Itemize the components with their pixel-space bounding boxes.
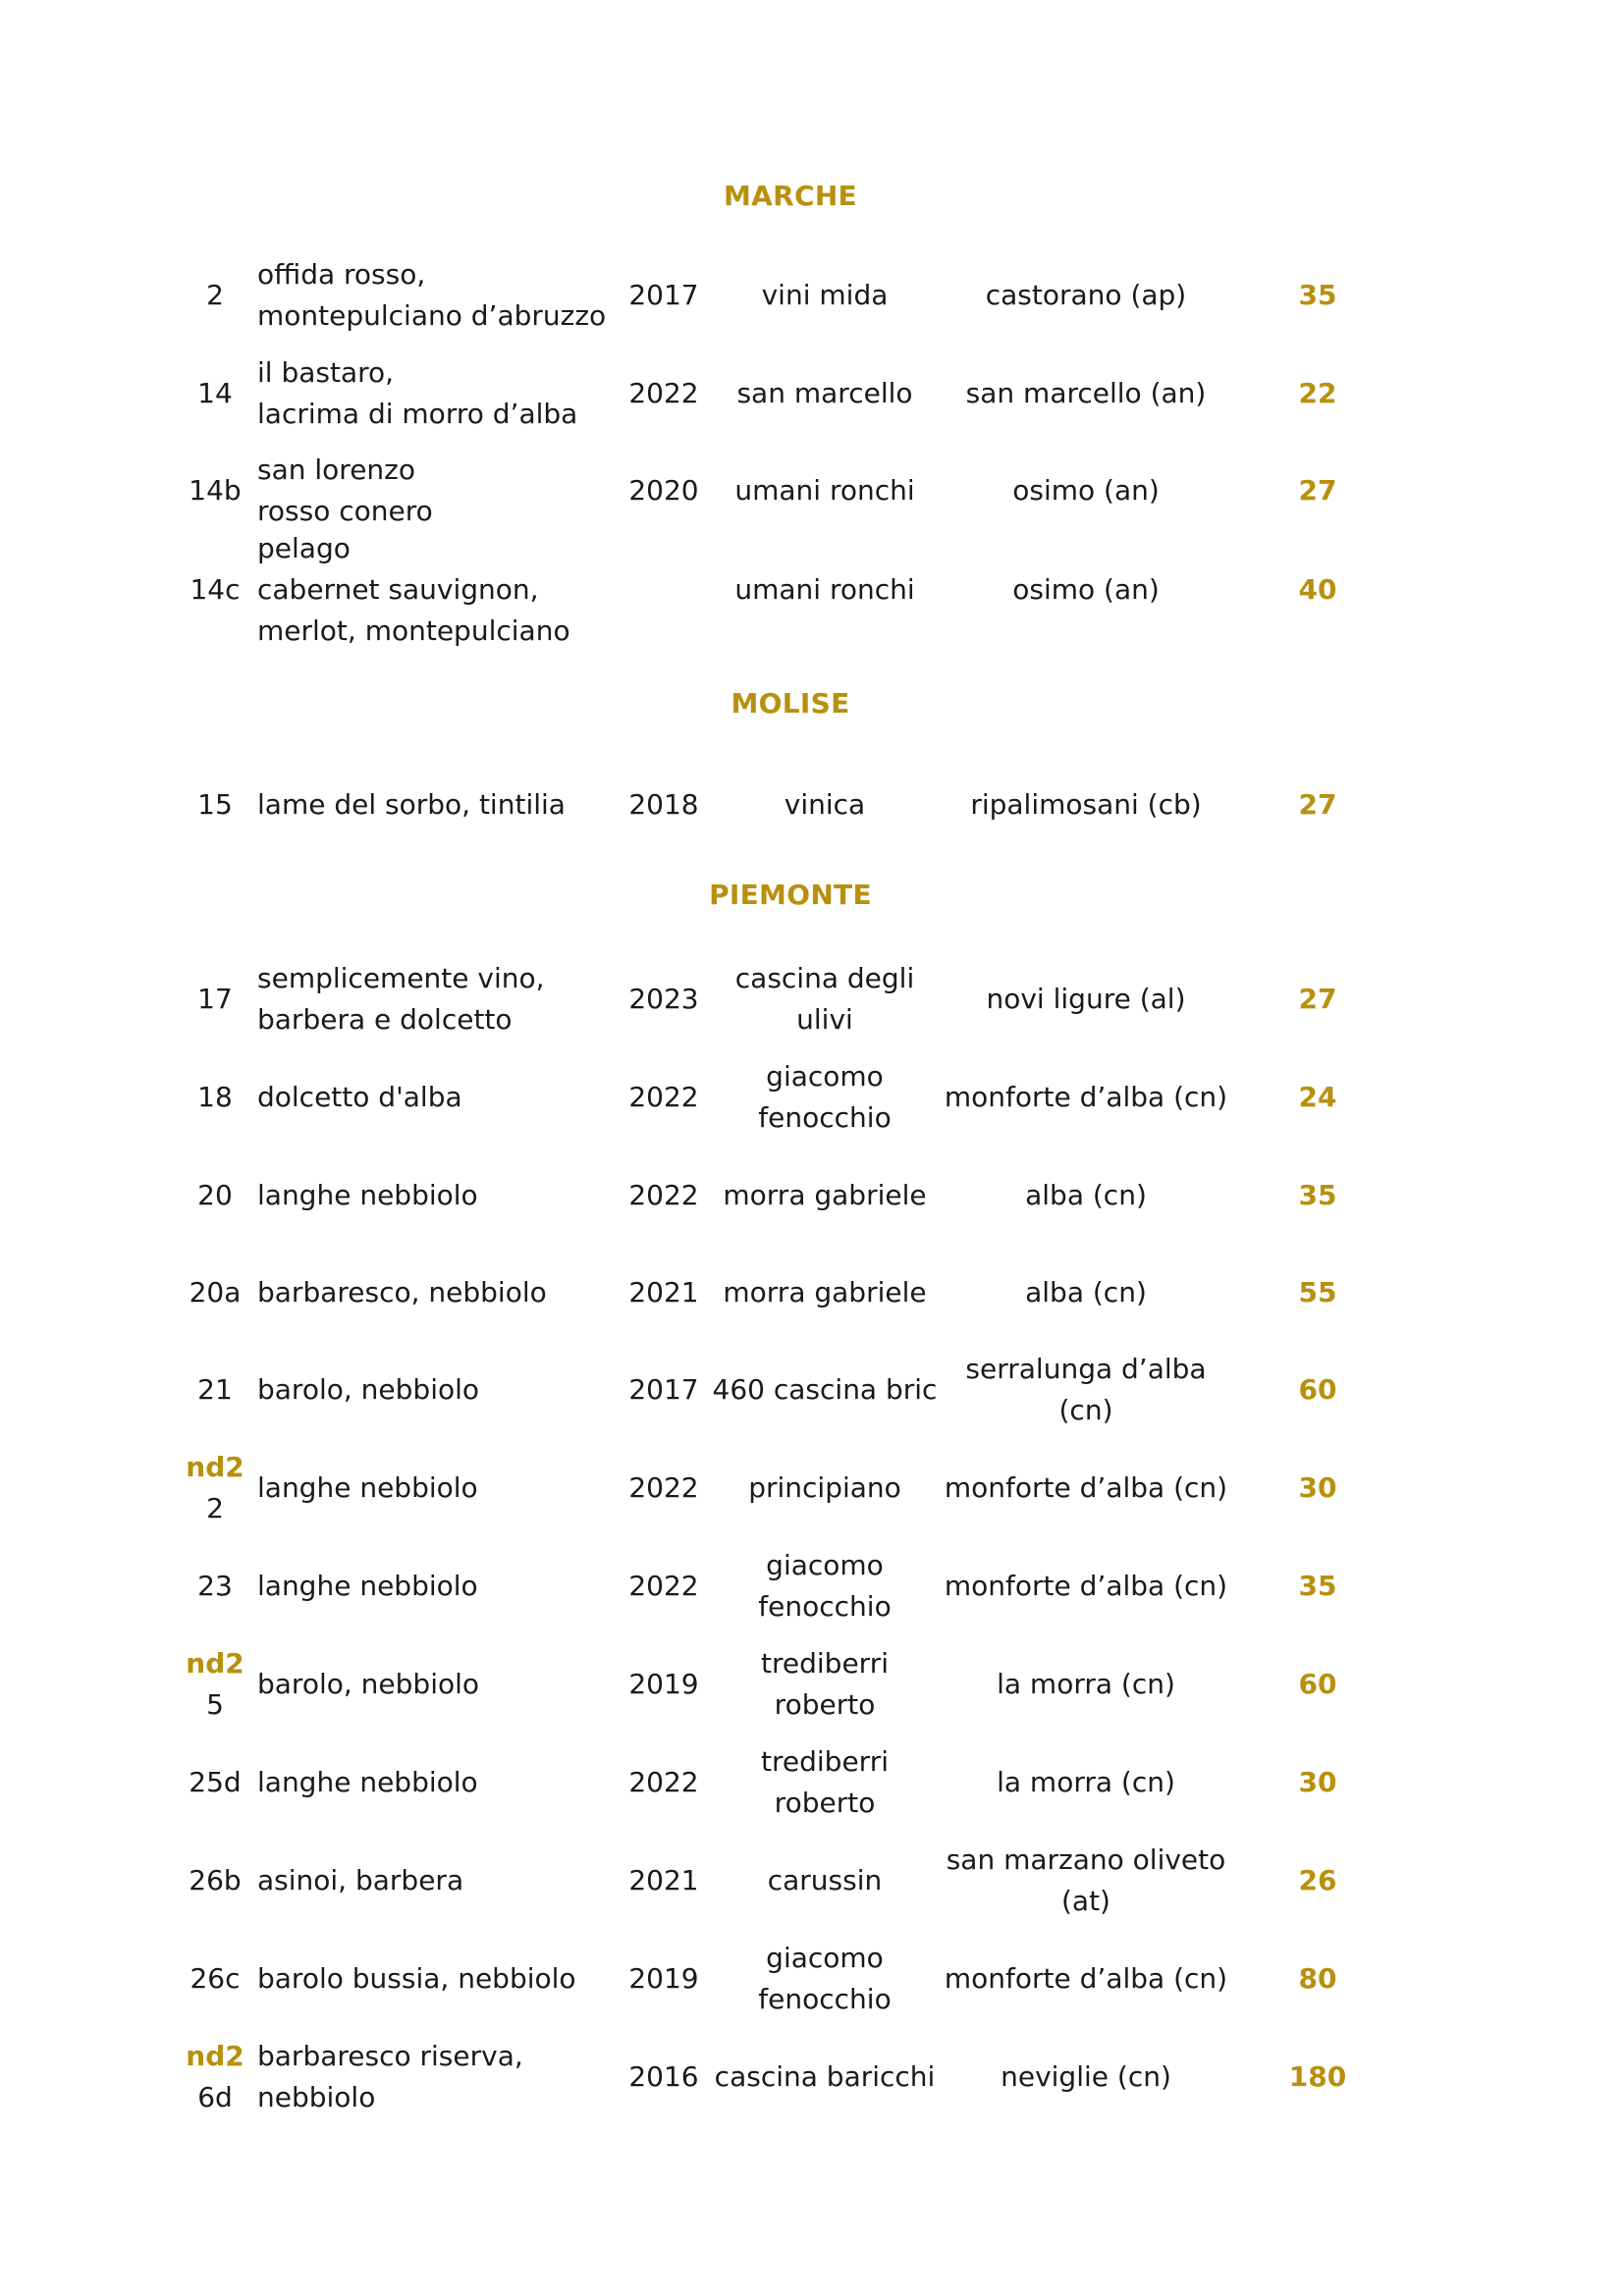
wine-place	[939, 954, 1233, 1044]
wine-place-line: osimo (an)	[1012, 474, 1160, 507]
wine-row	[0, 1052, 1624, 1143]
wine-producer-line: fenocchio	[758, 1101, 892, 1134]
wine-producer-text	[748, 1468, 901, 1509]
wine-producer-text	[713, 1369, 938, 1411]
wine-number	[183, 1541, 247, 1631]
wine-producer-text	[723, 1175, 926, 1216]
wine-place	[939, 1934, 1233, 2024]
wine-price: 24	[1298, 1081, 1337, 1113]
wine-name	[257, 1052, 611, 1143]
wine-name-line: nebbiolo	[257, 2081, 376, 2113]
wine-name-line: lacrima di morro d’alba	[257, 398, 578, 430]
wine-number-text	[197, 979, 233, 1020]
wine-number-value: 14	[197, 377, 233, 409]
wine-number	[183, 1150, 247, 1241]
wine-name	[257, 1443, 611, 1533]
wine-place-line: la morra (cn)	[997, 1766, 1175, 1798]
wine-year: 2016	[628, 2060, 699, 2093]
wine-producer	[711, 760, 939, 850]
wine-place-line: la morra (cn)	[997, 1668, 1175, 1700]
wine-number-value: 5	[206, 1688, 224, 1721]
wine-year: 2022	[628, 1570, 699, 1602]
wine-year: 2023	[628, 983, 699, 1015]
wine-place	[939, 1052, 1233, 1143]
wine-number-text	[197, 1369, 233, 1411]
wine-row	[0, 1737, 1624, 1828]
wine-producer	[711, 1248, 939, 1338]
wine-producer-line: trediberri	[761, 1745, 889, 1778]
wine-name-text	[257, 1369, 479, 1411]
wine-name-line: merlot, montepulciano	[257, 614, 570, 647]
wine-place-line: alba (cn)	[1025, 1179, 1147, 1211]
wine-producer	[711, 1052, 939, 1143]
wine-place-text	[986, 275, 1186, 316]
wine-name-line: langhe nebbiolo	[257, 1179, 478, 1211]
wine-name-line: offida rosso,	[257, 258, 426, 291]
wine-price: 55	[1298, 1276, 1337, 1308]
wine-producer-line: cascina baricchi	[714, 2060, 936, 2093]
wine-name-text	[257, 958, 545, 1041]
wine-place-text	[986, 979, 1185, 1020]
wine-name-line: cabernet sauvignon,	[257, 573, 539, 606]
wine-place	[939, 446, 1233, 536]
wine-name-line: san lorenzo	[257, 454, 415, 486]
wine-year: 2021	[628, 1864, 699, 1896]
wine-name-text	[257, 784, 566, 826]
wine-place-line: serralunga d’alba (cn)	[965, 1353, 1207, 1426]
wine-name-text	[257, 1566, 478, 1607]
wine-number-prefix: nd2	[186, 1647, 244, 1680]
wine-place-text	[997, 1762, 1175, 1803]
wine-place-text	[939, 1349, 1233, 1431]
wine-name-text	[257, 1860, 463, 1901]
wine-producer	[711, 1345, 939, 1435]
wine-place	[939, 1737, 1233, 1828]
wine-number-text	[189, 1272, 242, 1313]
wine-number-value: 17	[197, 983, 233, 1015]
wine-row	[0, 1345, 1624, 1435]
wine-name	[257, 1248, 611, 1338]
wine-name-line: barolo bussia, nebbiolo	[257, 1962, 576, 1995]
wine-name-line: rosso conero	[257, 495, 433, 527]
wine-place	[939, 1639, 1233, 1730]
wine-name-text	[257, 1175, 478, 1216]
section-title: MARCHE	[723, 180, 857, 212]
wine-row	[0, 1443, 1624, 1533]
wine-row	[0, 348, 1624, 439]
wine-place-text	[945, 1468, 1227, 1509]
wine-name	[257, 1934, 611, 2024]
wine-place-line: san marcello (an)	[965, 377, 1207, 409]
wine-producer	[711, 2032, 939, 2122]
wine-price: 27	[1298, 474, 1337, 507]
wine-producer-line: giacomo	[766, 1942, 884, 1974]
wine-year: 2022	[628, 1179, 699, 1211]
wine-number-value: 23	[197, 1570, 233, 1602]
wine-price: 40	[1298, 573, 1337, 606]
wine-place-line: monforte d’alba (cn)	[944, 1570, 1228, 1602]
wine-price: 35	[1298, 279, 1337, 311]
wine-name-text	[257, 1077, 462, 1118]
wine-producer	[711, 250, 939, 341]
wine-name	[257, 532, 611, 647]
wine-producer	[711, 1737, 939, 1828]
wine-name	[257, 1345, 611, 1435]
wine-number-text	[189, 1958, 240, 2000]
wine-place-line: ripalimosani (cb)	[970, 788, 1202, 821]
wine-number-value: 21	[197, 1373, 233, 1406]
wine-name-line: barolo, nebbiolo	[257, 1668, 480, 1700]
wine-number	[183, 1345, 247, 1435]
wine-number-value: 14b	[189, 474, 242, 507]
wine-year: 2020	[628, 474, 699, 507]
wine-number-value: 14c	[189, 573, 241, 606]
wine-number-text	[197, 1566, 233, 1607]
wine-producer-text	[735, 958, 914, 1041]
wine-name-line: montepulciano d’abruzzo	[257, 299, 607, 332]
wine-place	[939, 1443, 1233, 1533]
wine-place-text	[1012, 569, 1160, 611]
wine-name	[257, 1639, 611, 1730]
wine-producer-line: 460 cascina bric	[712, 1373, 938, 1406]
wine-name-text	[257, 1958, 576, 2000]
wine-producer-line: vini mida	[761, 279, 889, 311]
wine-place-line: monforte d’alba (cn)	[944, 1471, 1228, 1504]
wine-place-text	[1001, 2056, 1171, 2098]
wine-number	[183, 1934, 247, 2024]
wine-place-text	[1012, 470, 1160, 511]
wine-number	[183, 250, 247, 341]
wine-producer-text	[761, 1643, 889, 1726]
section-title: MOLISE	[731, 687, 850, 720]
wine-name-text	[257, 2036, 523, 2118]
wine-price: 35	[1298, 1570, 1337, 1602]
wine-name-line: langhe nebbiolo	[257, 1766, 478, 1798]
wine-place-text	[970, 784, 1201, 826]
wine-producer-text	[768, 1860, 883, 1901]
wine-producer-line: umani ronchi	[734, 573, 915, 606]
wine-row	[0, 1248, 1624, 1338]
wine-place-line: (at)	[1061, 1885, 1110, 1917]
wine-producer	[711, 1934, 939, 2024]
wine-producer-text	[734, 470, 914, 511]
wine-number-text	[197, 373, 233, 414]
wine-producer-line: morra gabriele	[723, 1276, 927, 1308]
wine-producer-line: carussin	[767, 1864, 883, 1896]
wine-producer	[711, 1541, 939, 1631]
wine-name-line: barbaresco, nebbiolo	[257, 1276, 547, 1308]
wine-row	[0, 250, 1624, 341]
wine-place	[939, 1345, 1233, 1435]
wine-producer-text	[736, 373, 912, 414]
wine-name	[257, 760, 611, 850]
wine-number-text	[197, 1077, 233, 1118]
wine-number-prefix: nd2	[186, 2040, 244, 2072]
wine-producer-line: cascina degli	[734, 962, 915, 994]
wine-number-text	[189, 1762, 241, 1803]
wine-number	[183, 348, 247, 439]
wine-number-value: 2	[206, 279, 224, 311]
wine-producer	[711, 446, 939, 536]
wine-price: 27	[1298, 788, 1337, 821]
wine-place	[939, 1150, 1233, 1241]
wine-price: 22	[1298, 377, 1337, 409]
wine-name-text	[257, 1762, 478, 1803]
wine-place	[939, 760, 1233, 850]
wine-name-line: langhe nebbiolo	[257, 1570, 478, 1602]
wine-price: 60	[1298, 1373, 1337, 1406]
wine-name	[257, 1836, 611, 1926]
wine-row	[0, 1639, 1624, 1730]
wine-name	[257, 250, 611, 341]
wine-number-value: 20	[197, 1179, 233, 1211]
wine-place-line: novi ligure (al)	[986, 983, 1186, 1015]
wine-place	[939, 348, 1233, 439]
wine-price: 60	[1298, 1668, 1337, 1700]
wine-name	[257, 446, 611, 536]
wine-name-line: dolcetto d'alba	[257, 1081, 462, 1113]
wine-place-text	[966, 373, 1207, 414]
wine-number	[183, 1443, 247, 1533]
wine-place-line: alba (cn)	[1025, 1276, 1147, 1308]
wine-place	[939, 545, 1233, 635]
wine-producer-text	[758, 1545, 891, 1628]
wine-year: 2022	[628, 1766, 699, 1798]
wine-row	[0, 760, 1624, 850]
wine-producer-line: fenocchio	[758, 1590, 892, 1623]
wine-producer-line: principiano	[748, 1471, 901, 1504]
wine-name-line: lame del sorbo, tintilia	[257, 788, 566, 821]
wine-producer-line: vinica	[784, 788, 866, 821]
wine-year: 2019	[628, 1962, 699, 1995]
wine-name	[257, 1541, 611, 1631]
wine-name-text	[257, 352, 577, 435]
wine-producer-line: roberto	[774, 1688, 876, 1721]
section-title: PIEMONTE	[709, 879, 872, 911]
wine-row	[0, 954, 1624, 1044]
wine-number-value: 18	[197, 1081, 233, 1113]
wine-producer	[711, 1443, 939, 1533]
wine-producer	[711, 545, 939, 635]
wine-year: 2022	[628, 1081, 699, 1113]
wine-year: 2021	[628, 1276, 699, 1308]
wine-number	[183, 1737, 247, 1828]
wine-number-prefix: nd2	[186, 1451, 244, 1483]
wine-row	[0, 1934, 1624, 2024]
wine-producer-text	[762, 275, 889, 316]
wine-producer-line: trediberri	[761, 1647, 889, 1680]
wine-place-line: neviglie (cn)	[1001, 2060, 1171, 2093]
wine-producer-line: fenocchio	[758, 1983, 892, 2015]
wine-number-value: 2	[206, 1492, 224, 1524]
wine-number-text	[197, 784, 233, 826]
wine-year	[617, 545, 711, 635]
wine-number-text	[186, 2036, 244, 2118]
wine-year: 2022	[628, 1471, 699, 1504]
wine-number	[183, 1836, 247, 1926]
wine-price: 30	[1298, 1766, 1337, 1798]
wine-name	[257, 1150, 611, 1241]
wine-number	[183, 1639, 247, 1730]
wine-name-line: il bastaro,	[257, 356, 395, 389]
wine-name-line: barolo, nebbiolo	[257, 1373, 480, 1406]
wine-producer-line: giacomo	[766, 1060, 884, 1093]
wine-name-line: asinoi, barbera	[257, 1864, 464, 1896]
wine-place-line: monforte d’alba (cn)	[944, 1962, 1228, 1995]
wine-row	[0, 1150, 1624, 1241]
wine-producer	[711, 1639, 939, 1730]
wine-number-value: 6d	[197, 2081, 233, 2113]
wine-number-text	[197, 1175, 233, 1216]
wine-place-line: san marzano oliveto	[946, 1843, 1226, 1876]
wine-name	[257, 2032, 611, 2122]
wine-number-value: 20a	[189, 1276, 242, 1308]
wine-name	[257, 348, 611, 439]
wine-producer-text	[761, 1741, 889, 1824]
wine-producer-line: umani ronchi	[734, 474, 915, 507]
wine-row	[0, 1541, 1624, 1631]
wine-producer-text	[715, 2056, 936, 2098]
wine-number-text	[206, 275, 224, 316]
wine-producer-line: giacomo	[766, 1549, 884, 1581]
wine-number	[183, 545, 247, 635]
wine-number	[183, 954, 247, 1044]
wine-place-text	[945, 1077, 1227, 1118]
wine-row	[0, 446, 1624, 536]
wine-number-text	[186, 1643, 244, 1726]
wine-year: 2018	[628, 788, 699, 821]
wine-place-text	[1025, 1175, 1147, 1216]
wine-place-text	[947, 1840, 1226, 1922]
wine-name-line: barbera e dolcetto	[257, 1003, 513, 1036]
wine-number-text	[189, 470, 241, 511]
wine-name-text	[257, 450, 433, 532]
wine-producer	[711, 348, 939, 439]
wine-row	[0, 2032, 1624, 2122]
wine-name-line: semplicemente vino,	[257, 962, 545, 994]
wine-number	[183, 1052, 247, 1143]
wine-number	[183, 760, 247, 850]
wine-name	[257, 1737, 611, 1828]
wine-name-text	[257, 254, 606, 337]
wine-producer-line: san marcello	[736, 377, 913, 409]
wine-name-text	[257, 1468, 478, 1509]
wine-number-value: 26b	[189, 1864, 242, 1896]
wine-number-text	[189, 569, 240, 611]
wine-price: 26	[1298, 1864, 1337, 1896]
wine-producer-text	[785, 784, 865, 826]
wine-row	[0, 532, 1624, 647]
wine-place-text	[945, 1566, 1227, 1607]
wine-year: 2017	[628, 279, 699, 311]
wine-number-value: 15	[197, 788, 233, 821]
wine-price: 30	[1298, 1471, 1337, 1504]
wine-producer-text	[758, 1056, 891, 1139]
wine-name-text	[257, 1272, 547, 1313]
wine-name-text	[257, 1664, 479, 1705]
wine-place-line: castorano (ap)	[985, 279, 1187, 311]
wine-producer-text	[758, 1938, 891, 2020]
wine-place-line: monforte d’alba (cn)	[944, 1081, 1228, 1113]
wine-producer-text	[734, 569, 914, 611]
wine-producer	[711, 1150, 939, 1241]
wine-place	[939, 1248, 1233, 1338]
wine-producer-line: morra gabriele	[723, 1179, 927, 1211]
wine-name	[257, 954, 611, 1044]
wine-place	[939, 250, 1233, 341]
wine-place	[939, 2032, 1233, 2122]
wine-name-line: pelago	[257, 532, 351, 564]
wine-number-value: 26c	[189, 1962, 241, 1995]
wine-name-text	[257, 528, 570, 652]
wine-number	[183, 2032, 247, 2122]
wine-price: 35	[1298, 1179, 1337, 1211]
wine-year: 2019	[628, 1668, 699, 1700]
wine-place	[939, 1836, 1233, 1926]
wine-number-text	[186, 1447, 244, 1529]
wine-price: 180	[1288, 2060, 1347, 2093]
wine-place	[939, 1541, 1233, 1631]
wine-producer-text	[723, 1272, 926, 1313]
wine-number	[183, 446, 247, 536]
wine-producer-line: ulivi	[796, 1003, 853, 1036]
wine-price: 80	[1298, 1962, 1337, 1995]
wine-price: 27	[1298, 983, 1337, 1015]
wine-name-line: barbaresco riserva,	[257, 2040, 523, 2072]
wine-producer	[711, 954, 939, 1044]
wine-row	[0, 1836, 1624, 1926]
wine-place-text	[997, 1664, 1175, 1705]
wine-place-text	[945, 1958, 1227, 2000]
wine-producer	[711, 1836, 939, 1926]
wine-producer-line: roberto	[774, 1787, 876, 1819]
wine-name-line: langhe nebbiolo	[257, 1471, 478, 1504]
wine-year: 2022	[628, 377, 699, 409]
wine-number-value: 25d	[189, 1766, 242, 1798]
wine-year: 2017	[628, 1373, 699, 1406]
wine-number-text	[189, 1860, 241, 1901]
wine-place-line: osimo (an)	[1012, 573, 1160, 606]
wine-place-text	[1025, 1272, 1147, 1313]
wine-number	[183, 1248, 247, 1338]
